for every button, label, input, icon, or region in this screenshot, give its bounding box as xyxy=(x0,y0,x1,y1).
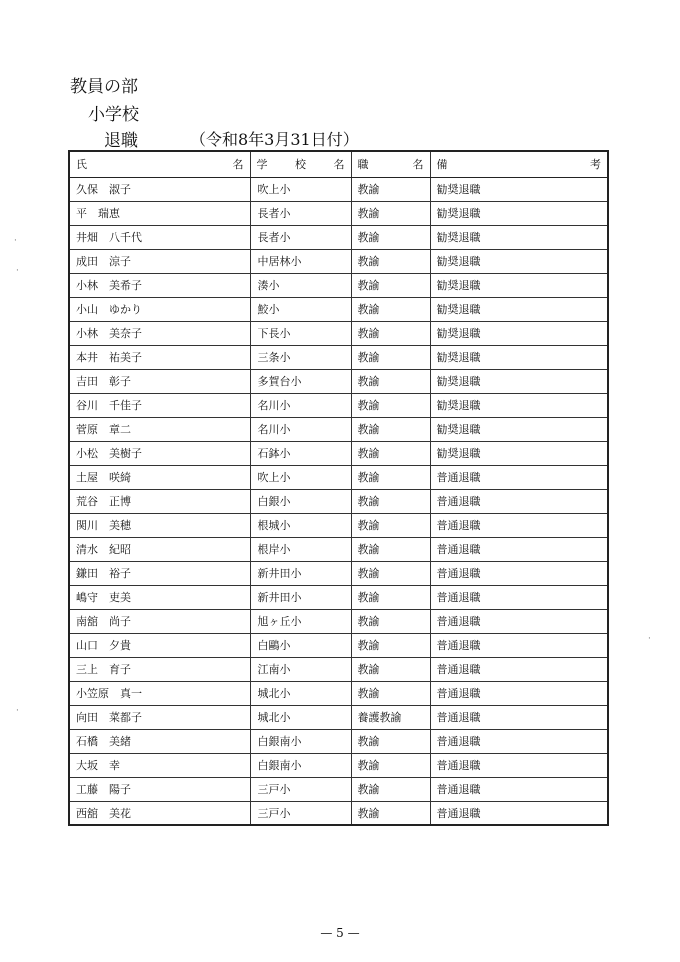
table-row xyxy=(69,729,608,753)
cell-name: 工藤 陽子 xyxy=(69,777,250,801)
cell-position: 教諭 xyxy=(351,729,430,753)
scan-mark: · xyxy=(16,266,19,276)
cell-school: 長者小 xyxy=(250,201,351,225)
cell-remarks: 普通退職 xyxy=(430,753,608,777)
cell-position: 教諭 xyxy=(351,681,430,705)
cell-position: 教諭 xyxy=(351,777,430,801)
table-row xyxy=(69,801,608,825)
cell-position: 教諭 xyxy=(351,633,430,657)
cell-name: 西舘 美花 xyxy=(69,801,250,825)
table-row xyxy=(69,441,608,465)
cell-name: 石橋 美緒 xyxy=(69,729,250,753)
cell-remarks: 勧奨退職 xyxy=(430,225,608,249)
cell-position: 養護教諭 xyxy=(351,705,430,729)
table-row xyxy=(69,585,608,609)
cell-school: 三戸小 xyxy=(250,801,351,825)
cell-position: 教諭 xyxy=(351,465,430,489)
header-position: 職 名 xyxy=(351,151,430,177)
cell-name: 小林 美奈子 xyxy=(69,321,250,345)
cell-remarks: 普通退職 xyxy=(430,801,608,825)
cell-school: 根岸小 xyxy=(250,537,351,561)
cell-name: 向田 菜都子 xyxy=(69,705,250,729)
cell-position: 教諭 xyxy=(351,585,430,609)
cell-school: 名川小 xyxy=(250,393,351,417)
cell-remarks: 勧奨退職 xyxy=(430,249,608,273)
cell-remarks: 普通退職 xyxy=(430,465,608,489)
table-row xyxy=(69,705,608,729)
cell-position: 教諭 xyxy=(351,369,430,393)
cell-position: 教諭 xyxy=(351,177,430,201)
cell-position: 教諭 xyxy=(351,513,430,537)
effective-date: （令和8年3月31日付） xyxy=(190,130,359,149)
cell-remarks: 勧奨退職 xyxy=(430,273,608,297)
cell-position: 教諭 xyxy=(351,657,430,681)
table-row xyxy=(69,657,608,681)
cell-name: 山口 夕貴 xyxy=(69,633,250,657)
table-row xyxy=(69,249,608,273)
cell-name: 谷川 千佳子 xyxy=(69,393,250,417)
cell-position: 教諭 xyxy=(351,201,430,225)
cell-name: 井畑 八千代 xyxy=(69,225,250,249)
cell-school: 長者小 xyxy=(250,225,351,249)
cell-name: 吉田 彰子 xyxy=(69,369,250,393)
cell-school: 吹上小 xyxy=(250,465,351,489)
school-type-heading: 小学校 xyxy=(88,105,139,125)
table-row xyxy=(69,369,608,393)
cell-name: 菅原 章二 xyxy=(69,417,250,441)
cell-remarks: 勧奨退職 xyxy=(430,417,608,441)
cell-name: 小山 ゆかり xyxy=(69,297,250,321)
cell-remarks: 普通退職 xyxy=(430,705,608,729)
table-row xyxy=(69,345,608,369)
category-heading: 退職 xyxy=(104,131,138,151)
cell-school: 多賀台小 xyxy=(250,369,351,393)
table-body xyxy=(69,177,608,825)
cell-school: 下長小 xyxy=(250,321,351,345)
cell-remarks: 普通退職 xyxy=(430,561,608,585)
table-row xyxy=(69,609,608,633)
cell-remarks: 勧奨退職 xyxy=(430,441,608,465)
cell-name: 三上 育子 xyxy=(69,657,250,681)
cell-school: 白銀小 xyxy=(250,489,351,513)
cell-remarks: 普通退職 xyxy=(430,489,608,513)
cell-school: 石鉢小 xyxy=(250,441,351,465)
table-row xyxy=(69,513,608,537)
cell-school: 名川小 xyxy=(250,417,351,441)
cell-position: 教諭 xyxy=(351,537,430,561)
cell-remarks: 普通退職 xyxy=(430,585,608,609)
cell-name: 平 瑞恵 xyxy=(69,201,250,225)
cell-position: 教諭 xyxy=(351,297,430,321)
cell-remarks: 普通退職 xyxy=(430,633,608,657)
cell-remarks: 普通退職 xyxy=(430,777,608,801)
cell-name: 嶋守 吏美 xyxy=(69,585,250,609)
header-remarks: 備 考 xyxy=(430,151,608,177)
table-row xyxy=(69,561,608,585)
cell-remarks: 勧奨退職 xyxy=(430,345,608,369)
section-heading: 教員の部 xyxy=(70,77,138,97)
cell-school: 城北小 xyxy=(250,705,351,729)
cell-position: 教諭 xyxy=(351,417,430,441)
cell-position: 教諭 xyxy=(351,321,430,345)
retirement-table xyxy=(68,150,609,826)
cell-remarks: 勧奨退職 xyxy=(430,201,608,225)
table-row xyxy=(69,177,608,201)
cell-name: 小林 美希子 xyxy=(69,273,250,297)
scan-mark: · xyxy=(648,634,651,644)
cell-remarks: 勧奨退職 xyxy=(430,297,608,321)
cell-school: 旭ヶ丘小 xyxy=(250,609,351,633)
cell-remarks: 勧奨退職 xyxy=(430,177,608,201)
cell-position: 教諭 xyxy=(351,345,430,369)
cell-name: 久保 淑子 xyxy=(69,177,250,201)
table-row xyxy=(69,393,608,417)
page-number: — 5 — xyxy=(320,926,360,940)
scan-mark: · xyxy=(14,236,17,246)
cell-name: 清水 紀昭 xyxy=(69,537,250,561)
cell-school: 白鷗小 xyxy=(250,633,351,657)
table-row xyxy=(69,225,608,249)
cell-remarks: 勧奨退職 xyxy=(430,369,608,393)
cell-name: 小笠原 真一 xyxy=(69,681,250,705)
table-row xyxy=(69,681,608,705)
cell-school: 湊小 xyxy=(250,273,351,297)
table-row xyxy=(69,201,608,225)
cell-school: 鮫小 xyxy=(250,297,351,321)
table-row xyxy=(69,321,608,345)
cell-remarks: 勧奨退職 xyxy=(430,321,608,345)
cell-school: 白銀南小 xyxy=(250,729,351,753)
table-row xyxy=(69,537,608,561)
cell-position: 教諭 xyxy=(351,225,430,249)
cell-school: 根城小 xyxy=(250,513,351,537)
table-row xyxy=(69,489,608,513)
cell-name: 本井 祐美子 xyxy=(69,345,250,369)
cell-position: 教諭 xyxy=(351,273,430,297)
cell-school: 中居林小 xyxy=(250,249,351,273)
cell-name: 南舘 尚子 xyxy=(69,609,250,633)
cell-position: 教諭 xyxy=(351,489,430,513)
table-row xyxy=(69,465,608,489)
cell-school: 吹上小 xyxy=(250,177,351,201)
cell-position: 教諭 xyxy=(351,609,430,633)
header-school: 学 校 名 xyxy=(250,151,351,177)
cell-position: 教諭 xyxy=(351,801,430,825)
cell-school: 江南小 xyxy=(250,657,351,681)
cell-school: 白銀南小 xyxy=(250,753,351,777)
cell-position: 教諭 xyxy=(351,753,430,777)
cell-position: 教諭 xyxy=(351,441,430,465)
cell-name: 土屋 咲綺 xyxy=(69,465,250,489)
cell-remarks: 普通退職 xyxy=(430,537,608,561)
cell-remarks: 普通退職 xyxy=(430,513,608,537)
table-row xyxy=(69,297,608,321)
table-row xyxy=(69,753,608,777)
cell-name: 小松 美樹子 xyxy=(69,441,250,465)
cell-remarks: 勧奨退職 xyxy=(430,393,608,417)
cell-school: 城北小 xyxy=(250,681,351,705)
cell-remarks: 普通退職 xyxy=(430,729,608,753)
cell-name: 大坂 幸 xyxy=(69,753,250,777)
cell-remarks: 普通退職 xyxy=(430,681,608,705)
cell-name: 関川 美穂 xyxy=(69,513,250,537)
table-row xyxy=(69,417,608,441)
cell-name: 荒谷 正博 xyxy=(69,489,250,513)
header-name: 氏 名 xyxy=(69,151,250,177)
cell-school: 三戸小 xyxy=(250,777,351,801)
table-header-row xyxy=(69,151,608,177)
cell-remarks: 普通退職 xyxy=(430,609,608,633)
cell-name: 鎌田 裕子 xyxy=(69,561,250,585)
scan-mark: · xyxy=(16,706,19,716)
cell-position: 教諭 xyxy=(351,249,430,273)
cell-position: 教諭 xyxy=(351,561,430,585)
table-row xyxy=(69,777,608,801)
cell-school: 新井田小 xyxy=(250,561,351,585)
cell-name: 成田 涼子 xyxy=(69,249,250,273)
cell-school: 三条小 xyxy=(250,345,351,369)
table-row xyxy=(69,633,608,657)
cell-school: 新井田小 xyxy=(250,585,351,609)
cell-remarks: 普通退職 xyxy=(430,657,608,681)
table-row xyxy=(69,273,608,297)
cell-position: 教諭 xyxy=(351,393,430,417)
